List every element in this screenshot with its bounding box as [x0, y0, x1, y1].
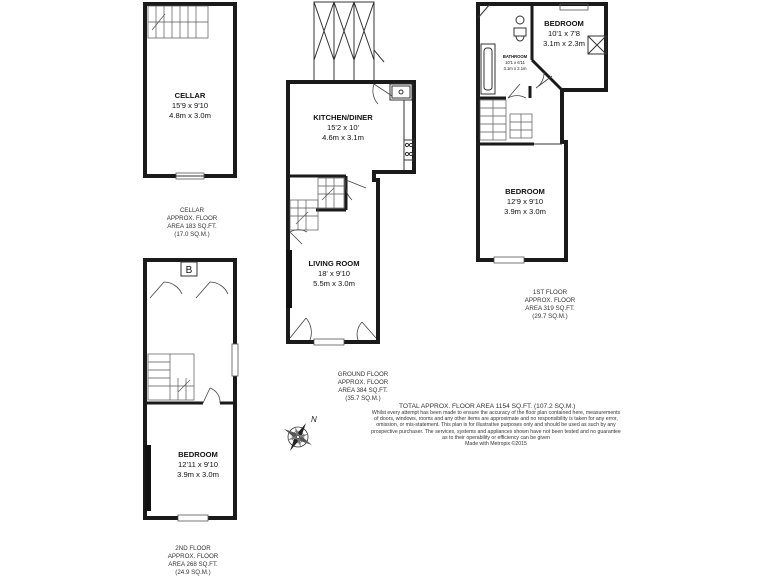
first-label-3: AREA 319 SQ.FT.	[525, 305, 575, 312]
first-bedroom-large-name: BEDROOM	[505, 187, 545, 196]
second-bedroom-metric: 3.9m x 3.0m	[177, 470, 219, 479]
disclaimer-line-4: prospective purchaser. The services, systems and appliances shown have not been tested and no guarantee	[371, 428, 621, 435]
ground-floor-plan	[286, 2, 414, 402]
bathroom-imperial: 10'1 x 6'11	[505, 60, 525, 65]
first-label-2: APPROX. FLOOR	[524, 297, 576, 304]
kitchen-imperial: 15'2 x 10'	[326, 123, 360, 132]
second-label-1: 2ND FLOOR	[175, 545, 211, 552]
compass-north-label: N	[311, 415, 317, 424]
total-area: TOTAL APPROX. FLOOR AREA 1154 SQ.FT. (107.2 SQ.M.)	[399, 403, 576, 410]
cellar-room-metric: 4.8m x 3.0m	[169, 111, 211, 120]
living-room-imperial: 18' x 9'10	[317, 269, 351, 278]
bathroom-metric: 3.1m x 2.1m	[503, 66, 527, 71]
first-bedroom-small-metric: 3.1m x 2.3m	[543, 39, 585, 48]
first-bedroom-large-imperial: 12'9 x 9'10	[506, 197, 544, 206]
bathroom-name: BATHROOM	[502, 54, 528, 59]
ground-label-2: APPROX. FLOOR	[337, 379, 389, 386]
first-floor-plan	[478, 4, 606, 320]
second-label-4: (24.9 SQ.M.)	[175, 569, 211, 576]
first-label-1: 1ST FLOOR	[532, 289, 568, 296]
first-bedroom-large-metric: 3.9m x 3.0m	[504, 207, 546, 216]
cellar-room-imperial: 15'9 x 9'10	[171, 101, 209, 110]
first-label-4: (29.7 SQ.M.)	[532, 313, 568, 320]
compass-icon	[283, 422, 314, 453]
disclaimer-line-1: Whilst every attempt has been made to ensure the accuracy of the floor plan contained here, measurements	[371, 410, 621, 416]
second-label-2: APPROX. FLOOR	[167, 553, 219, 560]
second-bedroom-name: BEDROOM	[178, 450, 218, 459]
second-label-3: AREA 268 SQ.FT.	[168, 561, 218, 568]
kitchen-name: KITCHEN/DINER	[313, 113, 373, 122]
kitchen-metric: 4.6m x 3.1m	[322, 133, 364, 142]
living-room-metric: 5.5m x 3.0m	[313, 279, 355, 288]
cellar-label-2: APPROX. FLOOR	[166, 215, 218, 222]
cellar-plan	[145, 4, 235, 238]
cellar-room-name: CELLAR	[174, 91, 206, 100]
cellar-label-1: CELLAR	[179, 207, 205, 214]
disclaimer-line-6: Made with Metropix ©2015	[465, 441, 527, 448]
ground-label-1: GROUND FLOOR	[337, 371, 389, 378]
disclaimer-line-2: of doors, windows, rooms and any other items are approximate and no responsibility is taken for any error,	[374, 416, 618, 423]
first-bedroom-small-imperial: 10'1 x 7'8	[547, 29, 581, 38]
disclaimer	[352, 410, 640, 447]
second-bedroom-imperial: 12'11 x 9'10	[178, 460, 218, 469]
ground-label-3: AREA 384 SQ.FT.	[338, 387, 388, 394]
living-room-name: LIVING ROOM	[308, 259, 360, 268]
disclaimer-line-3: omission, or mis-statement. This plan is for illustrative purposes only and should be used as such by any	[376, 422, 616, 429]
disclaimer-line-5: as to their operability or efficiency can be given	[442, 434, 550, 441]
ground-label-4: (35.7 SQ.M.)	[345, 395, 381, 402]
first-bedroom-small-name: BEDROOM	[544, 19, 584, 28]
cellar-label-4: (17.0 SQ.M.)	[174, 231, 210, 238]
cellar-label-3: AREA 183 SQ.FT.	[167, 223, 217, 230]
second-floor-plan	[145, 260, 238, 576]
boiler-label: B	[185, 265, 193, 276]
